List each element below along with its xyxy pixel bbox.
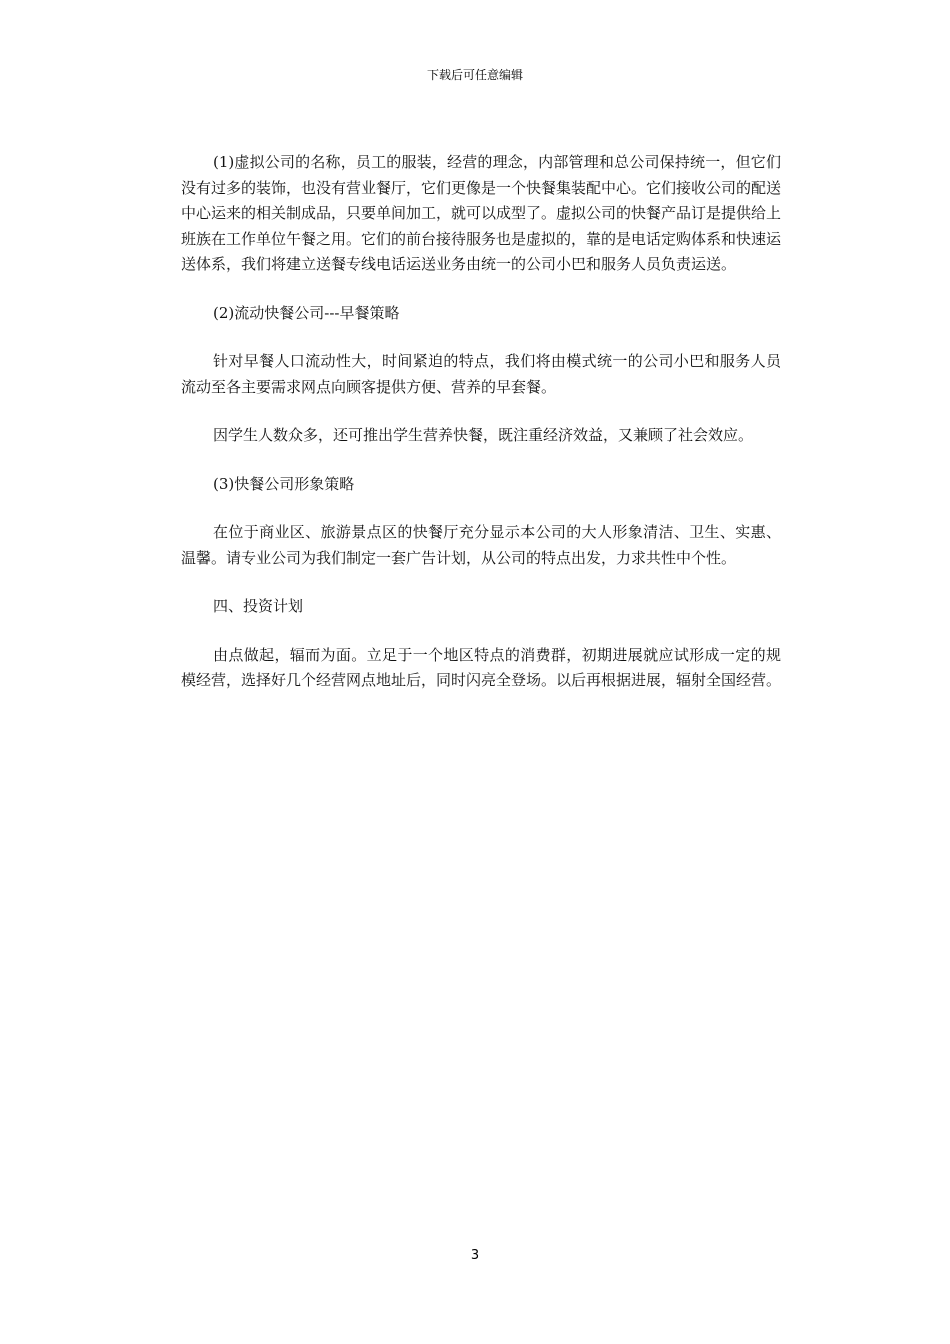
document-body	[181, 150, 781, 717]
paragraph-breakfast-strategy: 针对早餐人口流动性大，时间紧迫的特点，我们将由模式统一的公司小巴和服务人员流动至各主要需求网点向顾客提供方便、营养的早套餐。	[181, 352, 781, 396]
page-number: 3	[470, 1248, 480, 1263]
paragraph-image-strategy: 在位于商业区、旅游景点区的快餐厅充分显示本公司的大人形象清洁、卫生、实惠、温馨。请专业公司为我们制定一套广告计划，从公司的特点出发，力求共性中个性。	[181, 523, 781, 567]
heading-investment-plan: 四、投资计划	[213, 597, 304, 615]
heading-mobile-fastfood: (2)流动快餐公司---早餐策略	[213, 303, 400, 322]
paragraph-student-meals: 因学生人数众多，还可推出学生营养快餐，既注重经济效益，又兼顾了社会效应。	[213, 426, 754, 444]
heading-image-strategy: (3)快餐公司形象策略	[213, 474, 355, 493]
paragraph-investment-plan: 由点做起，辐而为面。立足于一个地区特点的消费群，初期进展就应试形成一定的规模经营，选择好几个经营网点地址后，同时闪亮全登场。以后再根据进展，辐射全国经营。	[181, 645, 782, 689]
page-header: 下载后可任意编辑	[426, 68, 523, 82]
paragraph-virtual-company: (1)虚拟公司的名称，员工的服装，经营的理念，内部管理和总公司保持统一，但它们没有过多的装饰，也没有营业餐厅，它们更像是一个快餐集装配中心。它们接收公司的配送中心运来的相关制成品，只要单间加工，就可以成型了。虚拟公司的快餐产品订是提供给上班族在工作单位午餐之用。它们的前台接待服务也是虚拟的，靠的是电话定购体系和快速运送体系，我们将建立送餐专线电话运送业务由统一的公司小巴和服务人员负责运送。	[181, 153, 782, 273]
